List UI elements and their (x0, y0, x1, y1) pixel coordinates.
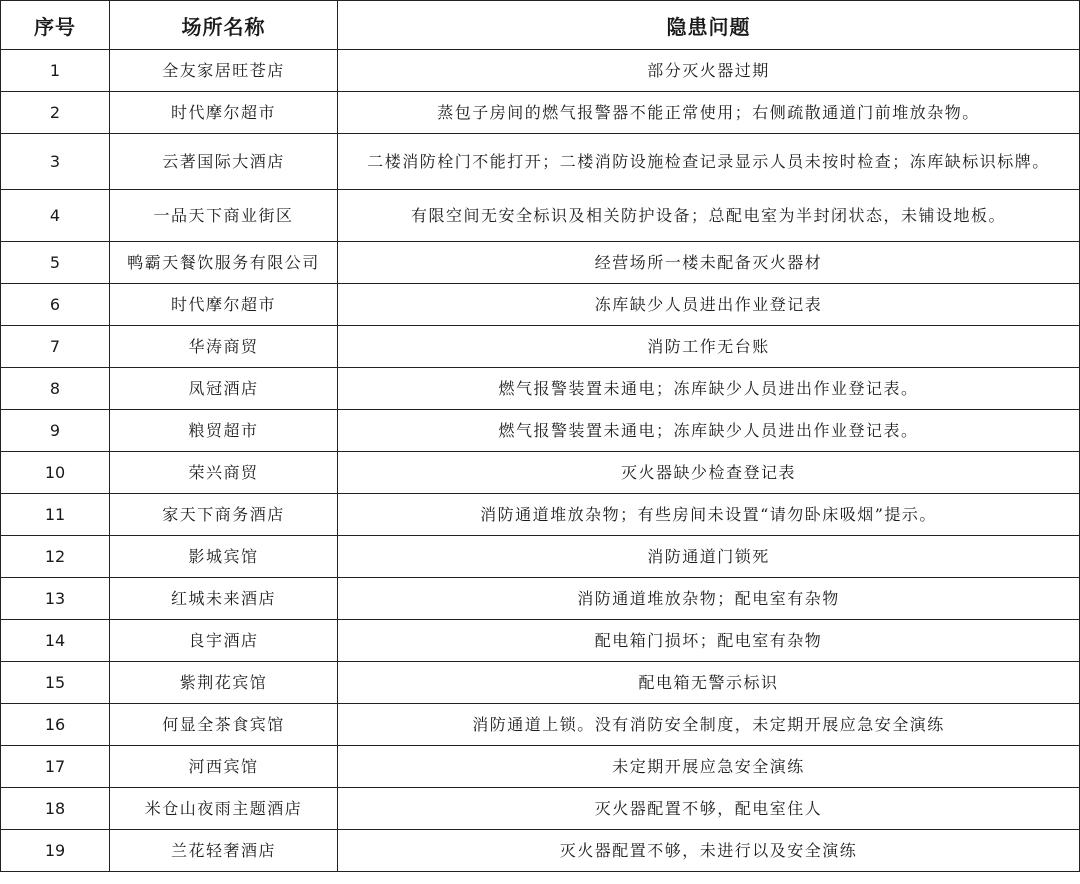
row-venue: 良宇酒店 (110, 620, 338, 662)
row-issue: 有限空间无安全标识及相关防护设备；总配电室为半封闭状态，未铺设地板。 (338, 190, 1080, 242)
row-issue: 配电箱无警示标识 (338, 662, 1080, 704)
row-index: 19 (1, 830, 110, 872)
row-issue: 消防通道堆放杂物；配电室有杂物 (338, 578, 1080, 620)
header-issue: 隐患问题 (338, 1, 1080, 50)
table-row (1, 620, 1080, 662)
row-index: 7 (1, 326, 110, 368)
row-index: 15 (1, 662, 110, 704)
row-issue: 灭火器配置不够，未进行以及安全演练 (338, 830, 1080, 872)
table-row (1, 830, 1080, 872)
table-row (1, 326, 1080, 368)
row-issue: 燃气报警装置未通电；冻库缺少人员进出作业登记表。 (338, 410, 1080, 452)
row-venue: 华涛商贸 (110, 326, 338, 368)
row-venue: 何显全茶食宾馆 (110, 704, 338, 746)
row-issue: 灭火器缺少检查登记表 (338, 452, 1080, 494)
row-index: 2 (1, 92, 110, 134)
row-issue: 经营场所一楼未配备灭火器材 (338, 242, 1080, 284)
table-row (1, 452, 1080, 494)
row-venue: 时代摩尔超市 (110, 284, 338, 326)
row-issue: 消防通道上锁。没有消防安全制度，未定期开展应急安全演练 (338, 704, 1080, 746)
row-venue: 粮贸超市 (110, 410, 338, 452)
row-index: 17 (1, 746, 110, 788)
table-row (1, 368, 1080, 410)
row-index: 18 (1, 788, 110, 830)
row-index: 14 (1, 620, 110, 662)
row-venue: 时代摩尔超市 (110, 92, 338, 134)
table-row (1, 50, 1080, 92)
row-venue: 红城未来酒店 (110, 578, 338, 620)
row-issue: 冻库缺少人员进出作业登记表 (338, 284, 1080, 326)
row-issue: 消防通道门锁死 (338, 536, 1080, 578)
row-venue: 一品天下商业街区 (110, 190, 338, 242)
row-issue: 蒸包子房间的燃气报警器不能正常使用；右侧疏散通道门前堆放杂物。 (338, 92, 1080, 134)
table-row (1, 410, 1080, 452)
row-issue: 消防通道堆放杂物；有些房间未设置“请勿卧床吸烟”提示。 (338, 494, 1080, 536)
row-issue: 燃气报警装置未通电；冻库缺少人员进出作业登记表。 (338, 368, 1080, 410)
row-index: 13 (1, 578, 110, 620)
row-index: 11 (1, 494, 110, 536)
row-index: 1 (1, 50, 110, 92)
row-issue: 消防工作无台账 (338, 326, 1080, 368)
row-index: 5 (1, 242, 110, 284)
table-row (1, 662, 1080, 704)
row-index: 4 (1, 190, 110, 242)
row-issue: 灭火器配置不够，配电室住人 (338, 788, 1080, 830)
table-row (1, 704, 1080, 746)
row-venue: 全友家居旺苍店 (110, 50, 338, 92)
table-row (1, 190, 1080, 242)
row-index: 10 (1, 452, 110, 494)
header-index: 序号 (1, 1, 110, 50)
row-venue: 河西宾馆 (110, 746, 338, 788)
table-row (1, 92, 1080, 134)
table-header-row (1, 1, 1080, 50)
table-row (1, 536, 1080, 578)
table-row (1, 494, 1080, 536)
row-index: 8 (1, 368, 110, 410)
row-index: 6 (1, 284, 110, 326)
row-index: 3 (1, 134, 110, 190)
table-row (1, 242, 1080, 284)
table-row (1, 134, 1080, 190)
row-issue: 二楼消防栓门不能打开；二楼消防设施检查记录显示人员未按时检查；冻库缺标识标牌。 (338, 134, 1080, 190)
table-row (1, 746, 1080, 788)
row-venue: 影城宾馆 (110, 536, 338, 578)
row-venue: 云著国际大酒店 (110, 134, 338, 190)
row-index: 9 (1, 410, 110, 452)
row-index: 16 (1, 704, 110, 746)
row-index: 12 (1, 536, 110, 578)
header-venue: 场所名称 (110, 1, 338, 50)
row-venue: 兰花轻奢酒店 (110, 830, 338, 872)
row-venue: 鸭霸天餐饮服务有限公司 (110, 242, 338, 284)
table-row (1, 578, 1080, 620)
row-venue: 家天下商务酒店 (110, 494, 338, 536)
row-venue: 紫荆花宾馆 (110, 662, 338, 704)
row-issue: 部分灭火器过期 (338, 50, 1080, 92)
row-venue: 米仓山夜雨主题酒店 (110, 788, 338, 830)
table-row (1, 788, 1080, 830)
row-venue: 凤冠酒店 (110, 368, 338, 410)
table-row (1, 284, 1080, 326)
row-issue: 配电箱门损坏；配电室有杂物 (338, 620, 1080, 662)
row-venue: 荣兴商贸 (110, 452, 338, 494)
row-issue: 未定期开展应急安全演练 (338, 746, 1080, 788)
